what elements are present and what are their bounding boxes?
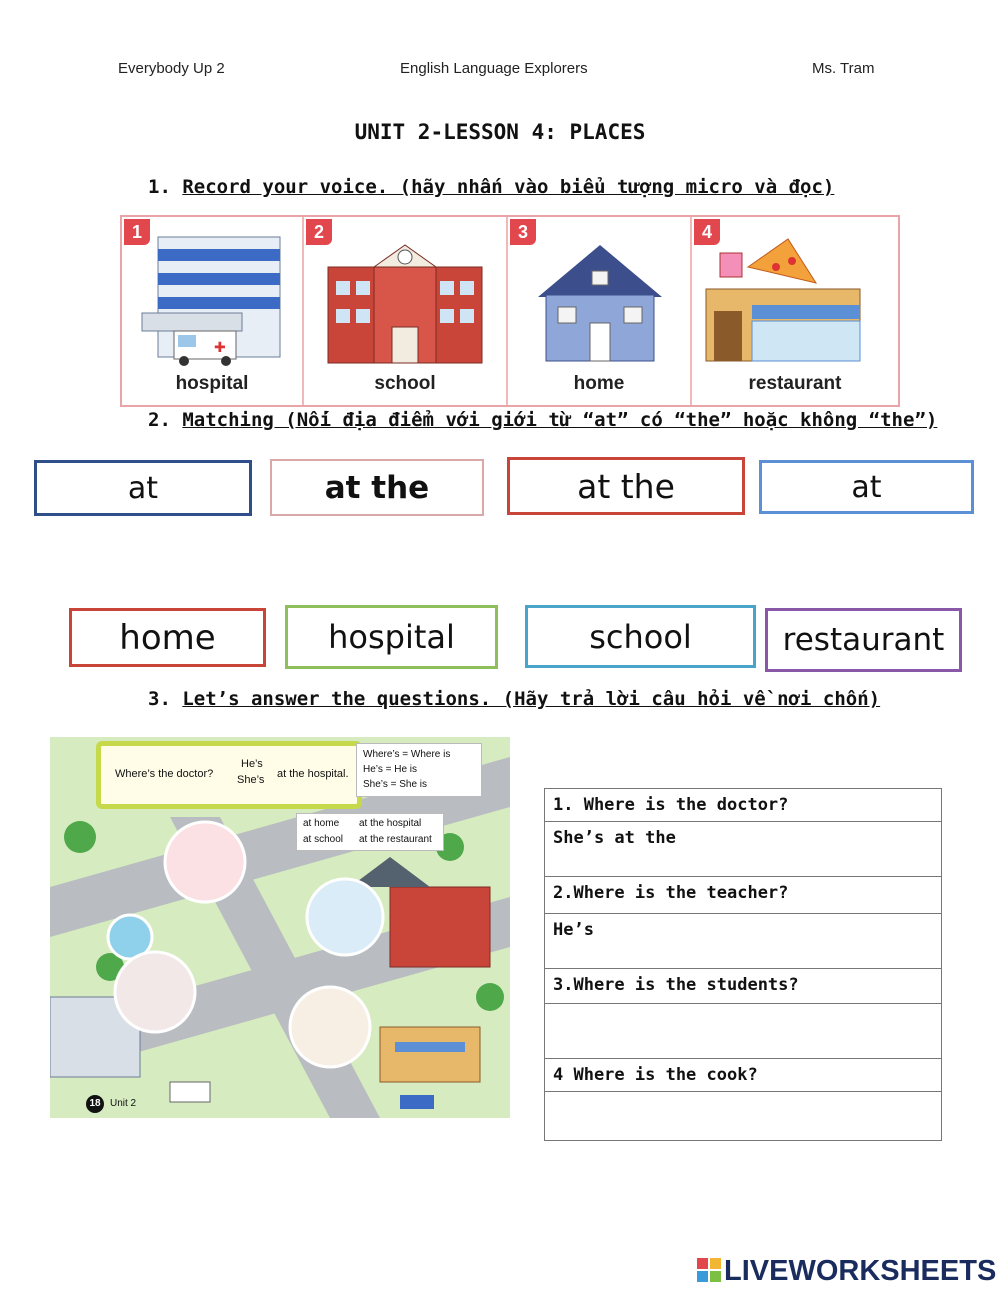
unit-label: Unit 2 [110, 1098, 137, 1109]
match-box-school[interactable]: school [525, 605, 756, 668]
phrase: at home [303, 818, 340, 829]
place-panel-school[interactable] [304, 217, 508, 405]
place-panel-restaurant[interactable] [692, 217, 898, 405]
hospital-picture [122, 227, 302, 377]
place-label: school [374, 373, 436, 394]
table-row [545, 914, 942, 969]
section-2-number: 2. [148, 409, 171, 431]
phrase: at the hospital [359, 818, 422, 829]
match-box-hospital[interactable]: hospital [285, 605, 498, 669]
questions-table [544, 788, 942, 1141]
speech-question: Where’s the doctor? [115, 768, 214, 780]
svg-text:✚: ✚ [214, 340, 226, 356]
section-2-heading [148, 409, 937, 431]
phrase: at the restaurant [359, 834, 432, 845]
question-cell: 4 Where is the cook? [545, 1059, 942, 1092]
header-right: Ms. Tram [812, 60, 875, 77]
question-cell: 2.Where is the teacher? [545, 877, 942, 914]
speech-she: She’s [237, 774, 265, 786]
table-row [545, 877, 942, 914]
answer-cell[interactable] [545, 1004, 942, 1059]
table-row [545, 1004, 942, 1059]
contractions-box [356, 743, 482, 797]
places-picture-strip [120, 215, 900, 407]
section-1-text: Record your voice. (hãy nhấn vào biểu tượng micro và đọc) [182, 176, 835, 198]
match-box-at-the[interactable]: at the [270, 459, 484, 516]
contraction-line: He’s = He is [363, 764, 418, 775]
speech-box [96, 741, 362, 809]
section-3-heading [148, 688, 880, 710]
liveworksheets-logo-icon [697, 1258, 721, 1282]
match-box-at[interactable]: at [34, 460, 252, 516]
table-row [545, 822, 942, 877]
table-row [545, 969, 942, 1004]
table-row [545, 1092, 942, 1141]
header-center: English Language Explorers [400, 60, 588, 77]
contraction-line: She’s = She is [363, 779, 428, 790]
place-label: restaurant [748, 373, 842, 394]
phrase: at school [303, 834, 344, 845]
section-1-number: 1. [148, 176, 171, 198]
section-3-text: Let’s answer the questions. (Hãy trả lời câu hỏi về nơi chốn) [182, 688, 881, 710]
liveworksheets-logo-text[interactable]: LIVEWORKSHEETS [724, 1255, 997, 1287]
school-picture [304, 227, 506, 377]
contraction-line: Where’s = Where is [363, 749, 451, 760]
match-box-at-the[interactable]: at the [507, 457, 745, 515]
match-box-at[interactable]: at [759, 460, 974, 514]
section-3-number: 3. [148, 688, 171, 710]
answer-cell[interactable] [545, 1092, 942, 1141]
place-panel-hospital[interactable] [122, 217, 304, 405]
table-row [545, 1059, 942, 1092]
speech-answer: at the hospital. [277, 768, 349, 780]
answer-cell[interactable]: He’s [545, 914, 942, 969]
question-cell: 1. Where is the doctor? [545, 789, 942, 822]
home-picture [508, 227, 690, 377]
section-1-heading [148, 176, 834, 198]
place-label: hospital [175, 373, 249, 394]
speech-he: He’s [241, 758, 263, 770]
place-number: 2 [306, 219, 332, 245]
place-number: 1 [124, 219, 150, 245]
header-left: Everybody Up 2 [118, 60, 225, 77]
table-row [545, 789, 942, 822]
restaurant-picture [692, 227, 898, 377]
place-panel-home[interactable] [508, 217, 692, 405]
town-map-illustration [50, 737, 510, 1118]
place-number: 3 [510, 219, 536, 245]
phrases-box [296, 813, 444, 851]
section-2-text: Matching (Nối địa điểm với giới từ “at” có “the” hoặc không “the”) [182, 409, 938, 431]
match-box-home[interactable]: home [69, 608, 266, 667]
place-label: home [573, 373, 625, 394]
question-cell: 3.Where is the students? [545, 969, 942, 1004]
page-number: 18 [89, 1098, 101, 1109]
place-number: 4 [694, 219, 720, 245]
match-box-restaurant[interactable]: restaurant [765, 608, 962, 672]
answer-cell[interactable]: She’s at the [545, 822, 942, 877]
page-title: UNIT 2-LESSON 4: PLACES [354, 120, 646, 144]
